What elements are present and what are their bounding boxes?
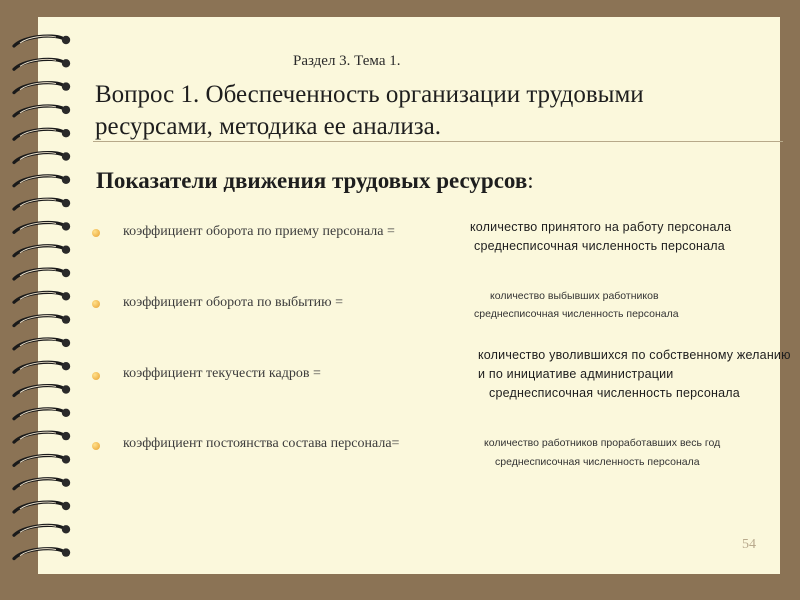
spiral-ring [14, 269, 62, 279]
formula-denominator: среднесписочная численность персонала [474, 308, 679, 320]
spiral-ring [14, 292, 62, 302]
punch-hole [62, 409, 70, 417]
spiral-ring [14, 222, 62, 232]
spiral-ring [14, 455, 62, 465]
bullet-icon [92, 372, 100, 380]
spiral-ring [14, 316, 62, 326]
spiral-ring [14, 502, 62, 512]
spiral-ring [14, 409, 62, 419]
indicator-label: коэффициент оборота по выбытию = [123, 295, 343, 310]
indicator-label: коэффициент текучести кадров = [123, 366, 321, 381]
spiral-ring [14, 83, 62, 93]
punch-hole [62, 269, 70, 277]
punch-hole [62, 315, 70, 323]
spiral-ring [14, 199, 62, 209]
spiral-ring [14, 339, 62, 349]
bullet-icon [92, 229, 100, 237]
punch-hole [62, 455, 70, 463]
punch-hole [62, 246, 70, 254]
punch-hole [62, 199, 70, 207]
punch-hole [62, 432, 70, 440]
punch-hole [62, 479, 70, 487]
punch-hole [62, 129, 70, 137]
punch-hole [62, 362, 70, 370]
formula-numerator: количество принятого на работу персонала [470, 220, 732, 234]
punch-hole [62, 385, 70, 393]
punch-hole [62, 525, 70, 533]
formula-numerator: количество работников проработавших весь год [484, 437, 721, 449]
slide-title: Вопрос 1. Обеспеченность организации трудовыми ресурсами, методика ее анализа. [95, 81, 644, 140]
spiral-ring [14, 525, 62, 535]
spiral-ring [14, 36, 62, 46]
section-heading-colon: : [527, 168, 534, 193]
spiral-ring [14, 176, 62, 186]
punch-hole [62, 152, 70, 160]
punch-hole [62, 106, 70, 114]
title-divider [93, 141, 783, 142]
section-heading-text: Показатели движения трудовых ресурсов [96, 168, 528, 193]
spiral-ring [14, 246, 62, 256]
formula-numerator-line2: и по инициативе администрации [478, 367, 674, 381]
punch-hole [62, 292, 70, 300]
punch-hole [62, 548, 70, 556]
spiral-ring [14, 432, 62, 442]
spiral-ring [14, 129, 62, 139]
punch-hole [62, 36, 70, 44]
bullet-icon [92, 442, 100, 450]
punch-hole [62, 59, 70, 67]
indicator-label: коэффициент постоянства состава персонала= [123, 436, 400, 451]
punch-hole [62, 339, 70, 347]
spiral-ring [14, 362, 62, 372]
punch-hole [62, 82, 70, 90]
spiral-ring [14, 59, 62, 69]
slide-subtitle: Раздел 3. Тема 1. [293, 53, 401, 69]
punch-hole [62, 222, 70, 230]
formula-denominator: среднесписочная численность персонала [474, 239, 725, 253]
punch-hole [62, 176, 70, 184]
punch-hole [62, 502, 70, 510]
spiral-ring [14, 479, 62, 489]
formula-numerator: количество выбывших работников [490, 290, 659, 302]
indicator-label: коэффициент оборота по приему персонала = [123, 224, 395, 239]
section-heading [96, 168, 534, 194]
formula-denominator: среднесписочная численность персонала [489, 386, 740, 400]
formula-denominator: среднесписочная численность персонала [495, 456, 700, 468]
spiral-binding-icon [0, 0, 80, 600]
formula-numerator: количество уволившихся по собственному желанию [478, 348, 791, 362]
bullet-icon [92, 300, 100, 308]
spiral-ring [14, 549, 62, 559]
spiral-ring [14, 106, 62, 116]
spiral-ring [14, 153, 62, 163]
spiral-ring [14, 386, 62, 396]
page-number: 54 [742, 537, 756, 552]
